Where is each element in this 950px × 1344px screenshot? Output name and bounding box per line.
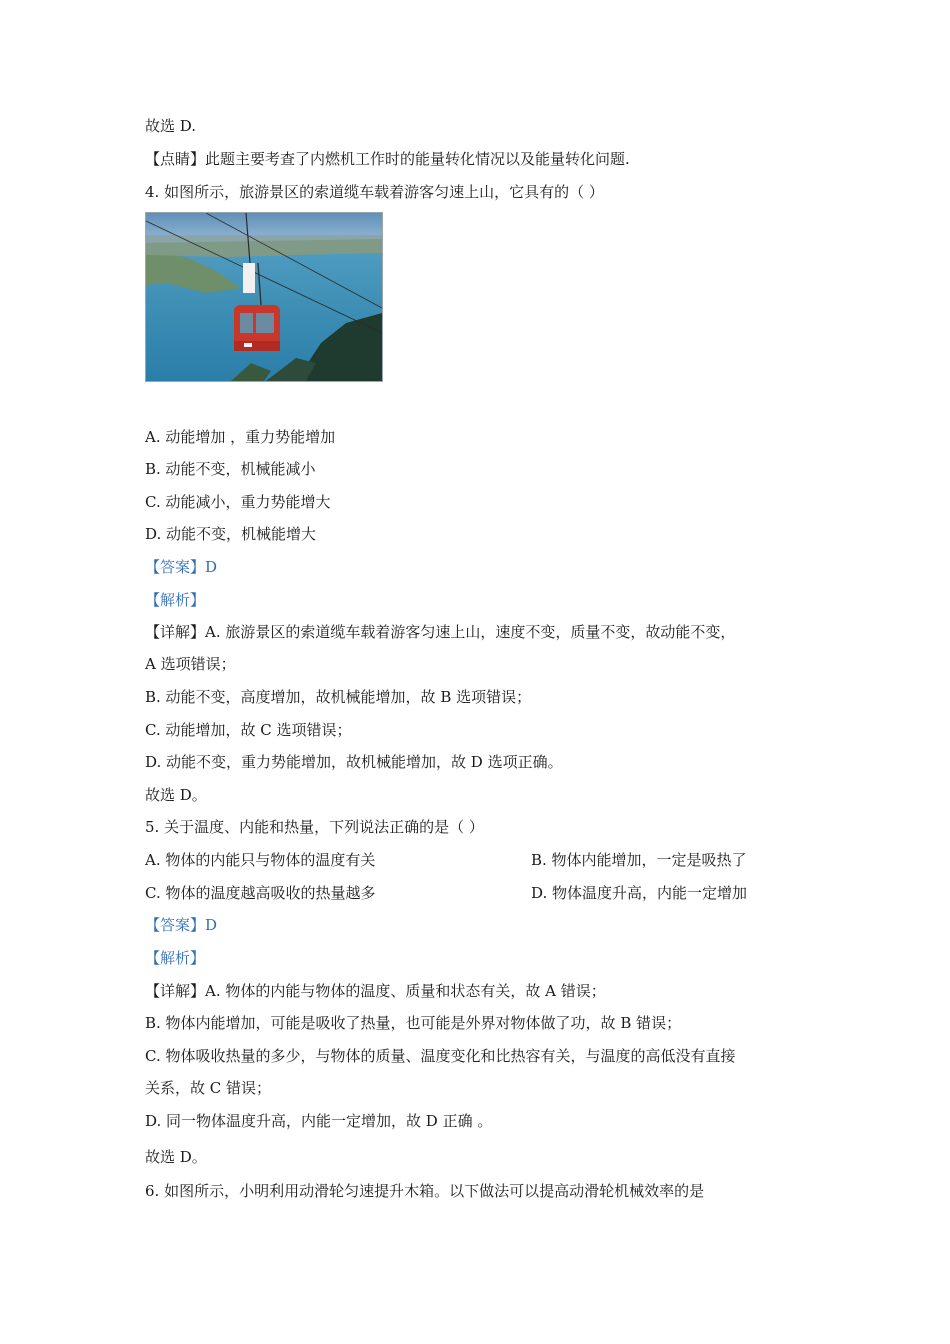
q5-conclusion: 故选 D。 <box>145 1148 207 1166</box>
q5-analysis-heading: 【解析】 <box>145 949 206 967</box>
q4-conclusion: 故选 D。 <box>145 786 207 804</box>
q5-detail-4: 关系，故 C 错误； <box>145 1079 272 1097</box>
q4-option-c: C. 动能减小，重力势能增大 <box>145 493 331 511</box>
q5-answer: 【答案】D <box>145 916 218 934</box>
q5-detail-3: C. 物体吸收热量的多少，与物体的质量、温度变化和比热容有关，与温度的高低没有直接 <box>145 1047 736 1065</box>
q4-detail-2: A 选项错误； <box>145 655 236 673</box>
q5-detail-1: 【详解】A. 物体的内能与物体的温度、质量和状态有关，故 A 错误； <box>145 982 606 1000</box>
q5-option-a: A. 物体的内能只与物体的温度有关 <box>145 851 376 869</box>
line-1: 故选 D. <box>145 117 197 135</box>
q5-option-b: B. 物体内能增加，一定是吸热了 <box>531 851 747 869</box>
q5-detail-2: B. 物体内能增加，可能是吸收了热量，也可能是外界对物体做了功，故 B 错误； <box>145 1014 682 1032</box>
q4-answer: 【答案】D <box>145 558 218 576</box>
q4-detail-4: C. 动能增加，故 C 选项错误； <box>145 721 352 739</box>
cable-car-photo <box>145 212 383 382</box>
q4-analysis-heading: 【解析】 <box>145 591 206 609</box>
q4-detail-5: D. 动能不变，重力势能增加，故机械能增加，故 D 选项正确。 <box>145 753 563 771</box>
q4-detail-3: B. 动能不变，高度增加，故机械能增加，故 B 选项错误； <box>145 688 532 706</box>
q4-option-d: D. 动能不变，机械能增大 <box>145 525 317 543</box>
q5-detail-5: D. 同一物体温度升高，内能一定增加，故 D 正确 。 <box>145 1112 493 1130</box>
q4-detail-1: 【详解】A. 旅游景区的索道缆车载着游客匀速上山，速度不变，质量不变，故动能不变， <box>145 623 736 641</box>
q5-option-d: D. 物体温度升高，内能一定增加 <box>531 884 748 902</box>
q5-option-c: C. 物体的温度越高吸收的热量越多 <box>145 884 376 902</box>
question-6: 6. 如图所示，小明利用动滑轮匀速提升木箱。以下做法可以提高动滑轮机械效率的是 <box>145 1182 705 1200</box>
line-2: 【点睛】此题主要考查了内燃机工作时的能量转化情况以及能量转化问题. <box>145 150 630 168</box>
q4-option-b: B. 动能不变，机械能减小 <box>145 460 316 478</box>
q4-option-a: A. 动能增加 ，重力势能增加 <box>145 428 336 446</box>
question-5: 5. 关于温度、内能和热量，下列说法正确的是（ ） <box>145 818 484 836</box>
question-4: 4. 如图所示，旅游景区的索道缆车载着游客匀速上山，它具有的（ ） <box>145 183 604 201</box>
